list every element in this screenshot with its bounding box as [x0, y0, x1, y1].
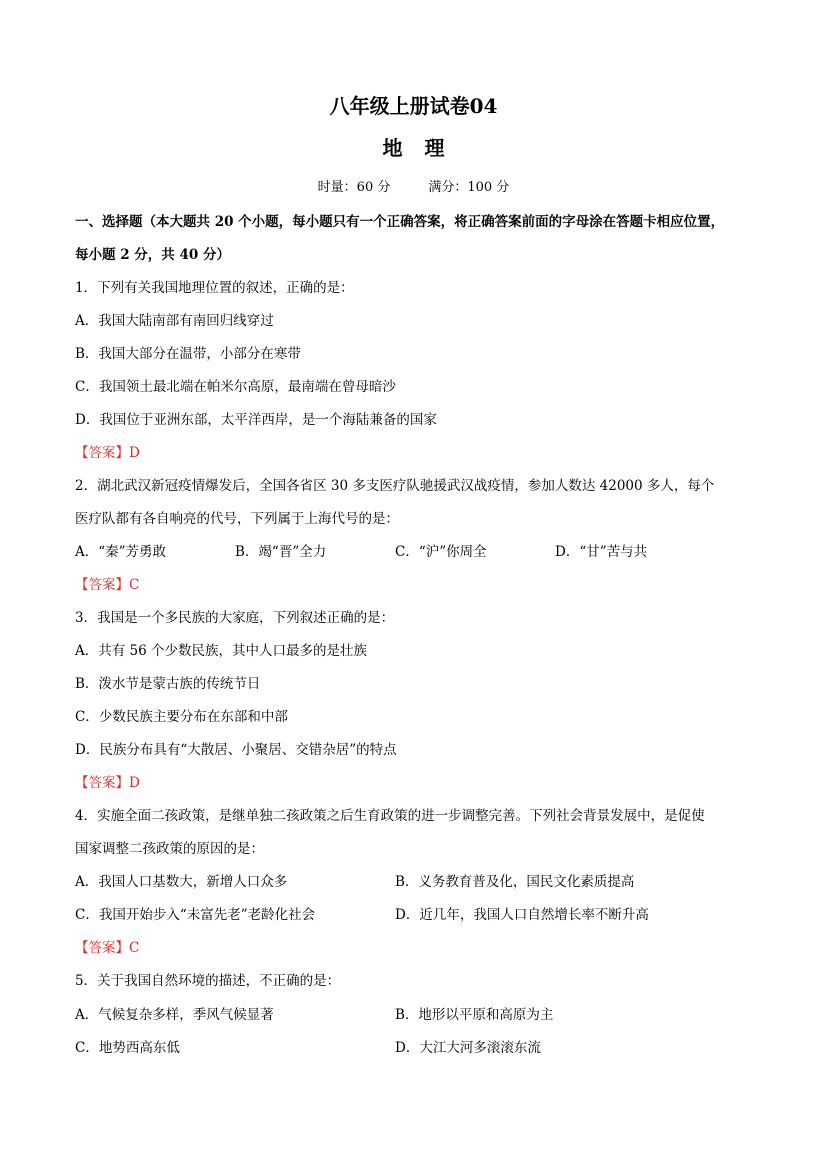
section-instructions-line2: 每小题 2 分，共 40 分）	[75, 247, 230, 263]
question-3-answer: 【答案】D	[75, 775, 140, 791]
full-score: 满分：100 分	[428, 180, 510, 195]
question-2-option-a: A．“秦”芳勇敢	[75, 544, 167, 560]
question-3-option-b: B．泼水节是蒙古族的传统节日	[75, 676, 261, 692]
question-1-answer: 【答案】D	[75, 445, 140, 461]
question-2-option-c: C．“沪”你周全	[395, 544, 487, 560]
question-4-option-d: D．近几年，我国人口自然增长率不断升高	[395, 907, 649, 923]
question-5-stem: 5．关于我国自然环境的描述，不正确的是：	[75, 973, 341, 989]
question-4-stem-line1: 4．实施全面二孩政策，是继单独二孩政策之后生育政策的进一步调整完善。下列社会背景发展中，是促使	[75, 808, 705, 824]
question-3-stem: 3．我国是一个多民族的大家庭，下列叙述正确的是：	[75, 610, 395, 626]
question-1-option-d: D．我国位于亚洲东部，太平洋西岸，是一个海陆兼备的国家	[75, 412, 437, 428]
exam-title: 八年级上册试卷04	[329, 94, 498, 118]
question-1-option-a: A．我国大陆南部有南回归线穿过	[75, 313, 274, 329]
question-4-option-c: C．我国开始步入“未富先老”老龄化社会	[75, 907, 316, 923]
question-4-option-a: A．我国人口基数大，新增人口众多	[75, 874, 288, 890]
time-limit: 时量：60 分	[317, 180, 391, 195]
question-3-option-a: A．共有 56 个少数民族，其中人口最多的是壮族	[75, 643, 368, 659]
subject-title: 地理	[382, 136, 467, 160]
question-4-answer: 【答案】C	[75, 940, 140, 956]
question-5-option-a: A．气候复杂多样，季风气候显著	[75, 1007, 274, 1023]
question-5-option-c: C．地势西高东低	[75, 1040, 180, 1056]
question-3-option-c: C．少数民族主要分布在东部和中部	[75, 709, 288, 725]
question-2-stem-line2: 医疗队都有各自响亮的代号，下列属于上海代号的是：	[75, 511, 399, 527]
question-2-option-b: B．竭“晋”全力	[235, 544, 327, 560]
question-2-option-d: D．“甘”苦与共	[555, 544, 648, 560]
question-5-option-b: B．地形以平原和高原为主	[395, 1007, 554, 1023]
question-1-option-b: B．我国大部分在温带，小部分在寒带	[75, 346, 301, 362]
question-2-stem-line1: 2．湖北武汉新冠疫情爆发后，全国各省区 30 多支医疗队驰援武汉战疫情，参加人数达 42000 多人，每个	[75, 478, 715, 494]
exam-meta	[0, 176, 827, 195]
question-2-answer: 【答案】C	[75, 577, 140, 593]
question-1-option-c: C．我国领土最北端在帕米尔高原，最南端在曾母暗沙	[75, 379, 396, 395]
section-instructions-line1: 一、选择题（本大题共 20 个小题，每小题只有一个正确答案，将正确答案前面的字母涂在答题卡相应位置，	[75, 214, 725, 230]
question-5-option-d: D．大江大河多滚滚东流	[395, 1040, 541, 1056]
question-1-stem: 1．下列有关我国地理位置的叙述，正确的是：	[75, 280, 354, 296]
question-4-option-b: B．义务教育普及化，国民文化素质提高	[395, 874, 635, 890]
question-3-option-d: D．民族分布具有“大散居、小聚居、交错杂居”的特点	[75, 742, 397, 758]
question-4-stem-line2: 国家调整二孩政策的原因的是：	[75, 841, 264, 857]
